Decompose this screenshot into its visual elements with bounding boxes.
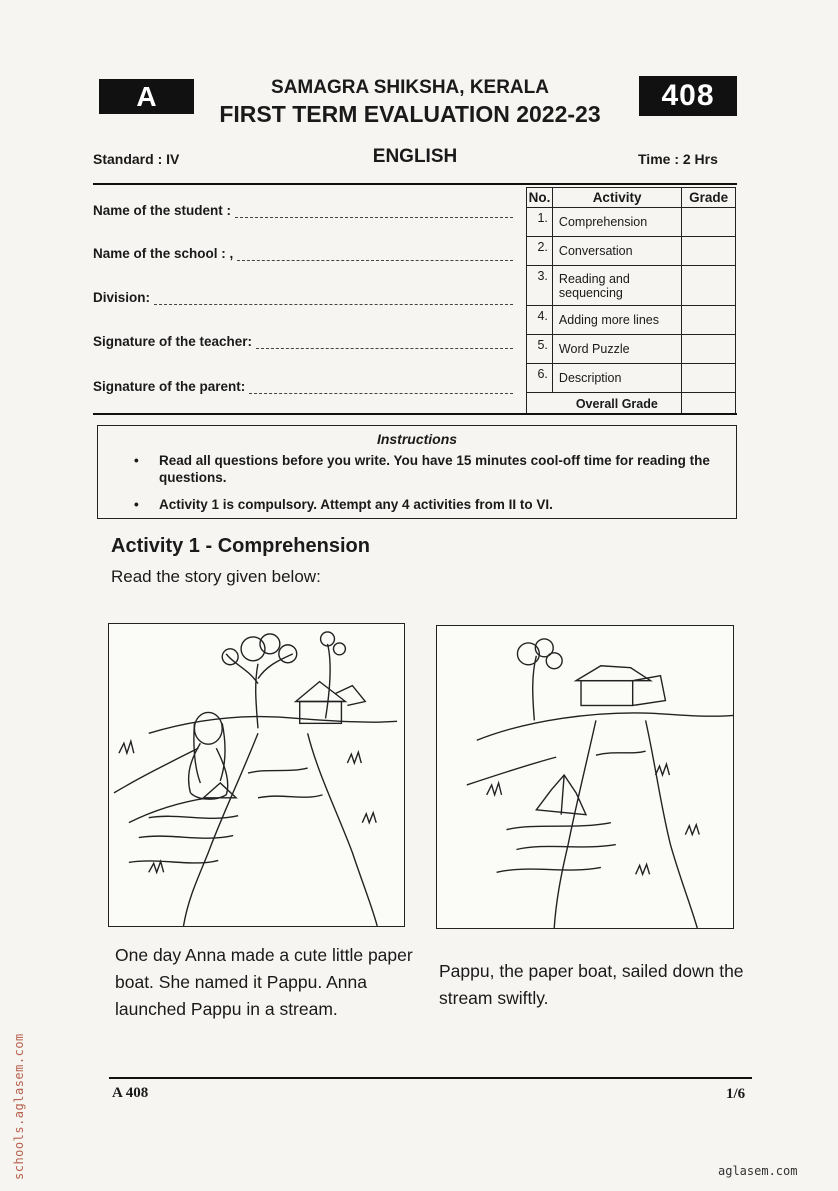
activity-number: 3.: [527, 266, 553, 306]
paper-code-badge: 408: [639, 76, 737, 116]
side-watermark: schools.aglasem.com: [12, 1033, 26, 1180]
table-row: [527, 306, 736, 335]
field-label: Signature of the parent:: [93, 379, 246, 394]
grade-cell[interactable]: [682, 237, 736, 266]
table-row: [527, 208, 736, 237]
activity-intro: Read the story given below:: [111, 567, 321, 586]
activity-name: Description: [552, 364, 681, 393]
grade-cell[interactable]: [682, 306, 736, 335]
activity-name: Adding more lines: [552, 306, 681, 335]
story-illustration-boat-sailing: [436, 625, 734, 929]
field-line: [237, 251, 513, 261]
footer-paper-code: A 408: [112, 1085, 149, 1101]
column-header-activity: Activity: [552, 188, 681, 208]
parent-signature-field[interactable]: [93, 379, 513, 394]
column-header-no: No.: [527, 188, 553, 208]
bottom-watermark: aglasem.com: [718, 1164, 798, 1178]
instruction-text: Read all questions before you write. You have 15 minutes cool-off time for reading the questions.: [159, 453, 710, 485]
exam-title: FIRST TERM EVALUATION 2022-23: [219, 101, 601, 127]
form-divider: [93, 413, 737, 415]
activity-number: 4.: [527, 306, 553, 335]
overall-grade-label: Overall Grade: [552, 393, 681, 415]
footer-divider: [109, 1077, 752, 1079]
field-label: Division:: [93, 290, 151, 305]
field-label: Signature of the teacher:: [93, 334, 253, 349]
activity-name: Reading and sequencing: [552, 266, 681, 306]
standard-label: Standard : IV: [93, 151, 180, 167]
overall-grade-row: [527, 393, 736, 415]
activity-title: Activity 1 - Comprehension: [111, 535, 370, 557]
table-row: [527, 335, 736, 364]
field-line: [154, 295, 513, 305]
grade-cell[interactable]: [682, 335, 736, 364]
grade-cell[interactable]: [682, 364, 736, 393]
story-caption-2: Pappu, the paper boat, sailed down the stream swiftly.: [439, 961, 744, 1008]
story-caption-1: One day Anna made a cute little paper boat. She named it Pappu. Anna launched Pappu in a stream.: [115, 945, 413, 1019]
instruction-item: [134, 496, 734, 513]
field-line: [256, 339, 513, 349]
activity-number: 5.: [527, 335, 553, 364]
teacher-signature-field[interactable]: [93, 334, 513, 349]
set-label-badge: A: [99, 79, 194, 114]
activity-grade-table: [526, 187, 736, 415]
activity-name: Conversation: [552, 237, 681, 266]
school-name-field[interactable]: [93, 246, 513, 261]
table-row: [527, 237, 736, 266]
activity-name: Comprehension: [552, 208, 681, 237]
story-illustration-girl-with-boat: [108, 623, 405, 927]
overall-grade-cell[interactable]: [682, 393, 736, 415]
time-label: Time : 2 Hrs: [638, 151, 718, 167]
boat-stream-drawing: [437, 626, 733, 928]
grade-cell[interactable]: [682, 266, 736, 306]
activity-number: 2.: [527, 237, 553, 266]
table-row: [527, 364, 736, 393]
table-header-row: [527, 188, 736, 208]
bullet-glyph: •: [134, 453, 139, 468]
division-field[interactable]: [93, 290, 513, 305]
field-line: [249, 384, 513, 394]
instruction-text: Activity 1 is compulsory. Attempt any 4 activities from II to VI.: [159, 497, 553, 512]
page-number: 1/6: [726, 1086, 746, 1102]
field-line: [235, 208, 513, 218]
instruction-item: [134, 452, 734, 486]
bullet-glyph: •: [134, 497, 139, 512]
column-header-grade: Grade: [682, 188, 736, 208]
header-divider: [93, 183, 737, 185]
organization-name: SAMAGRA SHIKSHA, KERALA: [271, 77, 549, 98]
instructions-title: Instructions: [376, 431, 458, 447]
subject-title: ENGLISH: [372, 146, 458, 167]
activity-number: 6.: [527, 364, 553, 393]
activity-name: Word Puzzle: [552, 335, 681, 364]
activity-number: 1.: [527, 208, 553, 237]
student-name-field[interactable]: [93, 203, 513, 218]
field-label: Name of the student :: [93, 203, 232, 218]
field-label: Name of the school : ,: [93, 246, 234, 261]
table-row: [527, 266, 736, 306]
girl-stream-drawing: [109, 624, 404, 926]
grade-cell[interactable]: [682, 208, 736, 237]
